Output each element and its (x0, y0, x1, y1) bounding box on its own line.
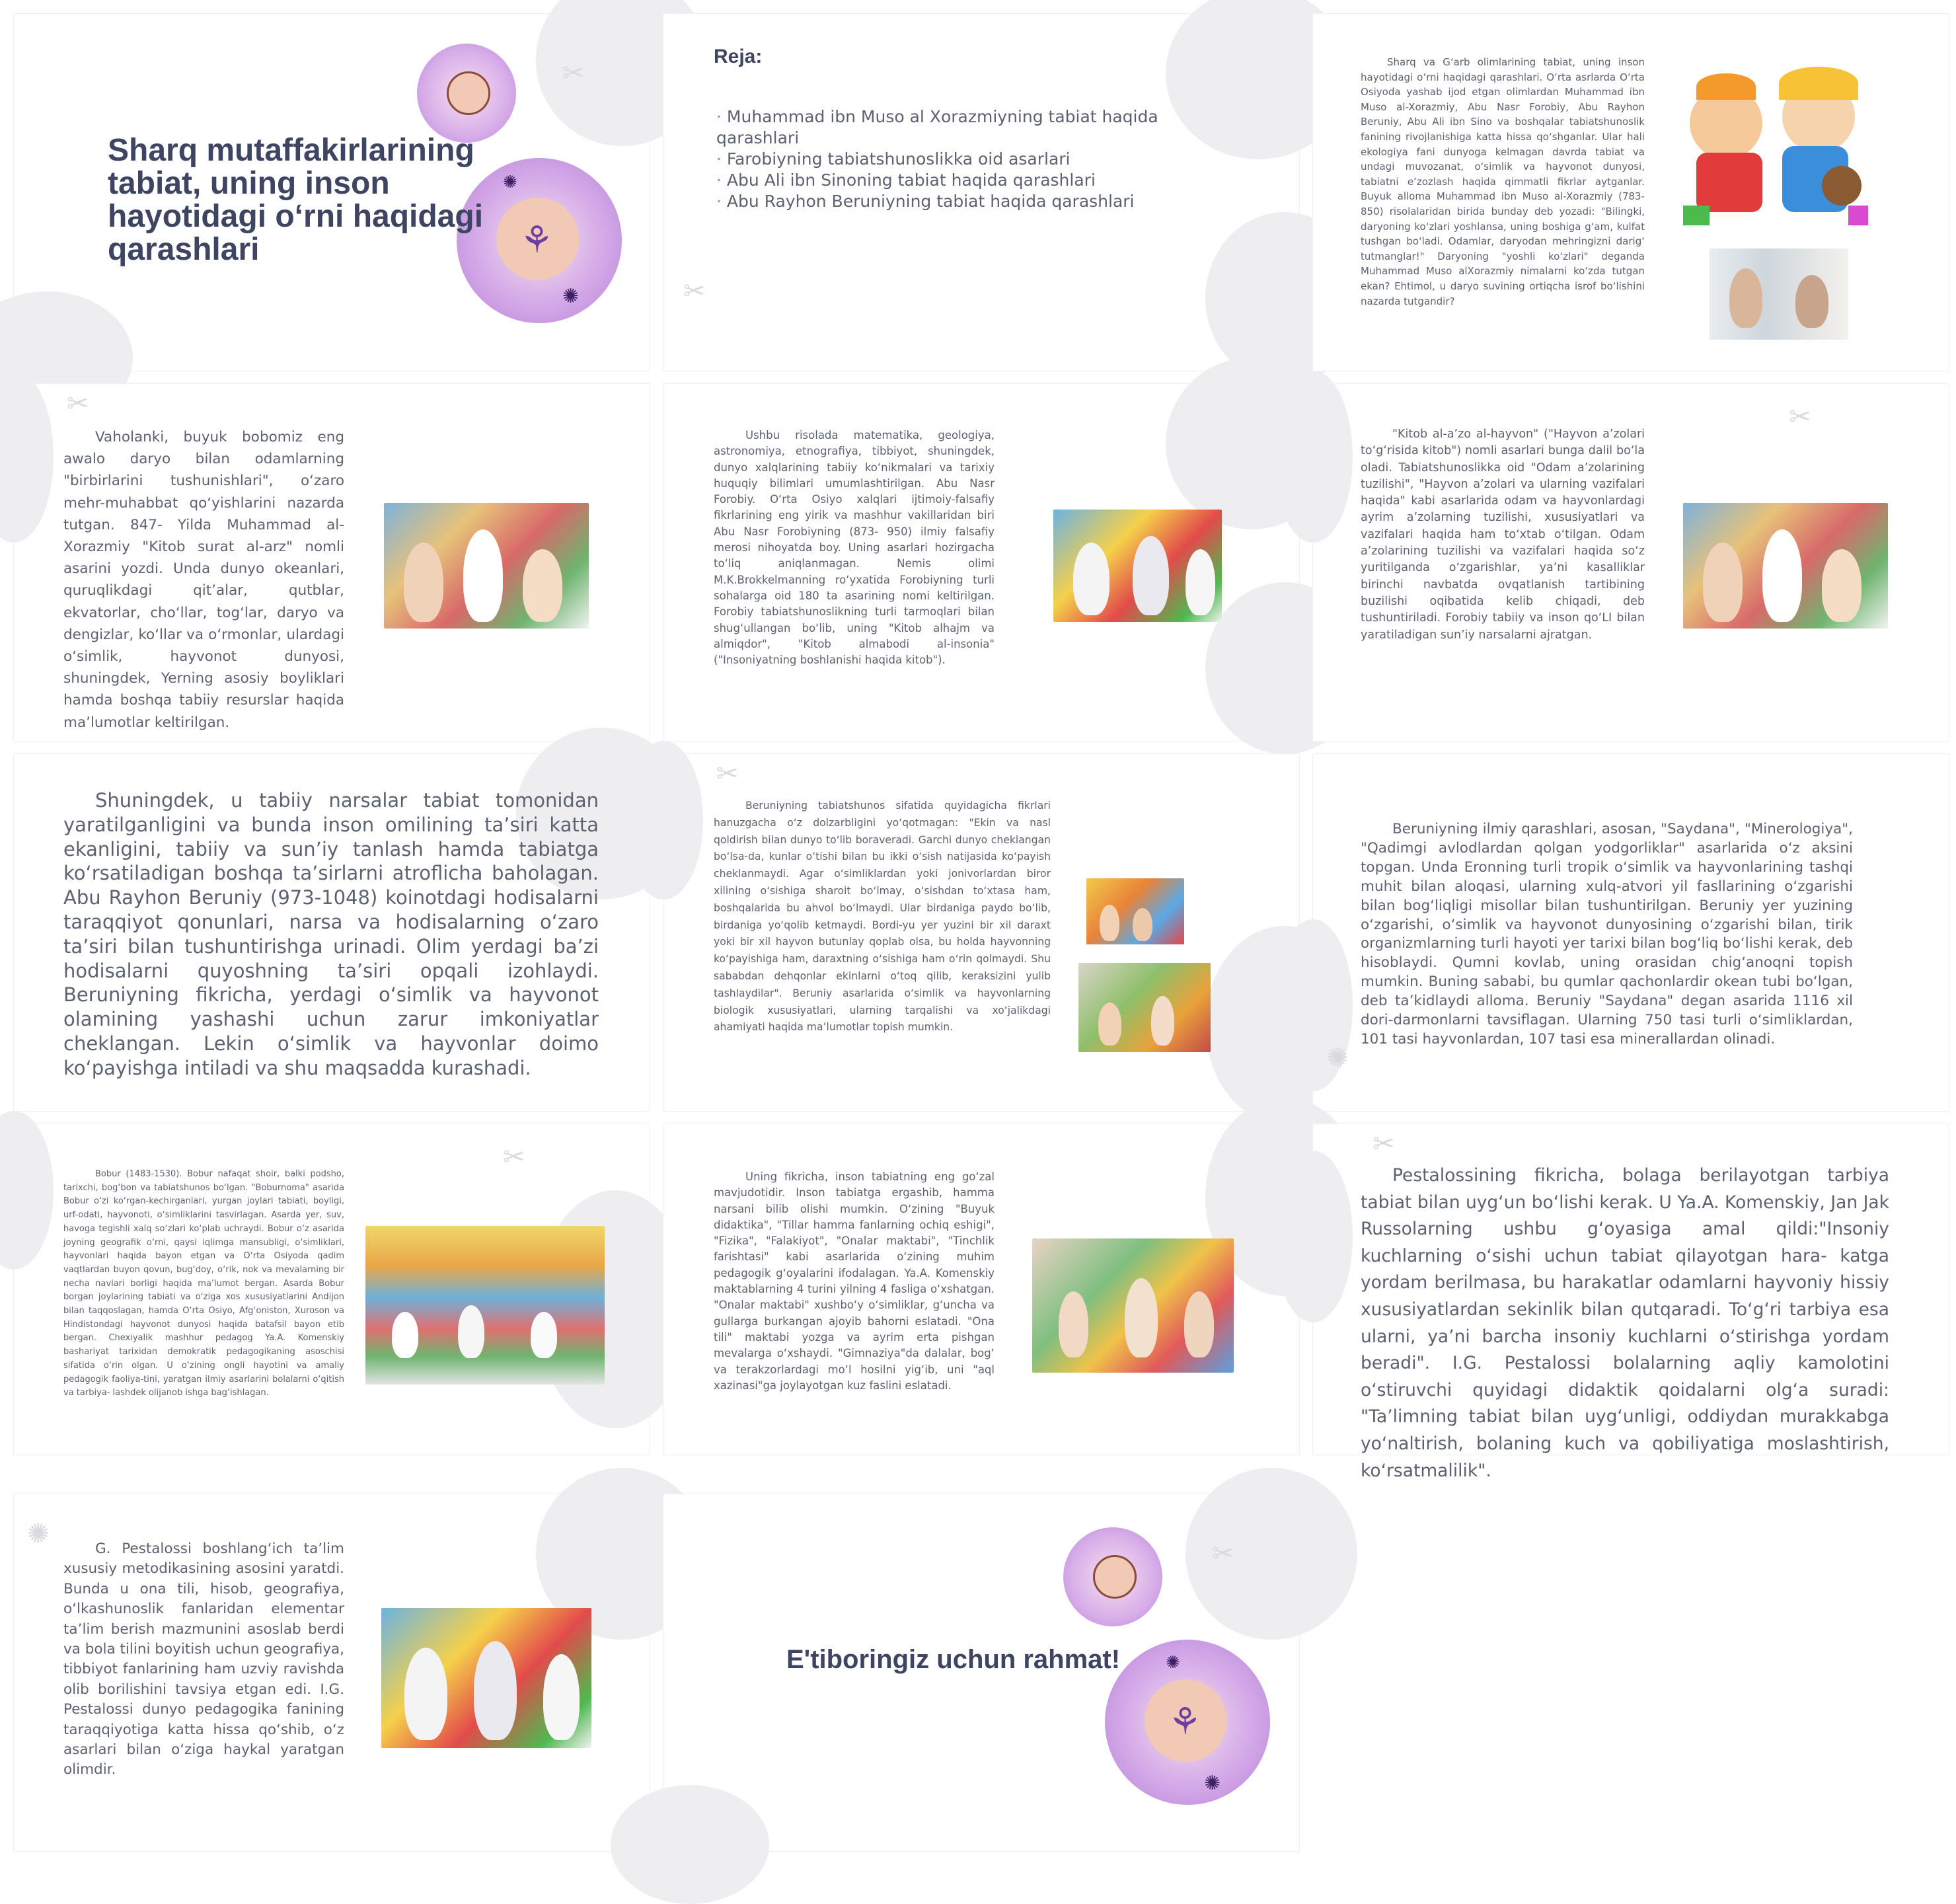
dna-decoration-icon: ✂ (1789, 402, 1811, 432)
dna-decoration-icon: ✂ (67, 389, 89, 419)
background-blob (1273, 371, 1353, 543)
cell-icon (1105, 1640, 1270, 1805)
slide-5 (663, 383, 1300, 742)
slide-text: Beruniyning ilmiy qarashlari, asosan, "Saydana", "Minerologiya", "Qadimgi avlodlardan qolgan yodgorliklar" asarlarida o‘z aksini topgan. Unda Eronning turli tropik o‘simlik va hayvonlarining tashqi muhit bilan aloqasi, ularning xulq-atvori yil fasllarining o‘zgarishi bilan bog‘liqligi misollar bilan tushuntirilgan. Beruniy yer yuzining o‘zgarishi, o‘simlik va hayvonot dunyosining o‘zgarishi bilan, tirik organizmlarning turli hayoti yer tarixi bilan bog‘liq bo‘lishi kerak, deb hisoblaydi. Qumni kovlab, uning orasidan chig‘anoqni topish mumkin. Buning sababi, bu qumlar qachonlardir okean tubi bo‘lgan, deb ta’kidlaydi alloma. Beruniy "Saydana" degan asarida 1116 xil dori-darmonlarni tavsiflagan. Ularning 750 tasi turli o‘simliklardan, 101 tasi hayvonlardan, 107 tasi esa minerallardan olinadi. (1361, 821, 1853, 1047)
background-blob (1273, 1151, 1353, 1322)
virus-icon: ✺ (1204, 1772, 1221, 1795)
slide-7 (13, 753, 650, 1112)
slide-8 (663, 753, 1300, 1112)
background-blob (0, 371, 54, 543)
thanks-title: E'tiboringiz uchun rahmat! (786, 1645, 1121, 1674)
plan-list (716, 106, 1245, 212)
virus-decoration-icon: ✺ (27, 1519, 50, 1549)
slide-text: Vaholanki, buyuk bobomiz eng awalo daryo bilan odamlarning "birbirlarini tushunishlari", o‘zaro mehr-muhabbat qo‘yishlarini nazarda tutgan. 847- Yilda Muhammad al-Xorazmiy "Kitob surat al-arz" nomli asarini yozdi. Unda dunyo okeanlari, quruqlikdagi qit’alar, qutblar, ekvatorlar, cho‘llar, tog‘lar, daryo va dengizlar, ko‘llar va o‘rmonlar, ulardagi o‘simlik, hayvonot dunyosi, shuningdek, Yerning asosiy boyliklari hamda boshqa tabiiy resurslar haqida ma’lumotlar keltirilgan. (63, 429, 344, 731)
classroom-photo (1053, 510, 1222, 622)
virus-icon: ✺ (503, 172, 517, 192)
chromosome-icon: ⚘ (1168, 1700, 1202, 1743)
title: Sharq mutaffakirlarining tabiat, uning inson hayotidagi o‘rni haqidagi qarashlari (108, 133, 484, 267)
cell-icon (417, 44, 516, 143)
cell-icon (1063, 1527, 1162, 1626)
virus-decoration-icon: ✺ (1326, 1043, 1349, 1073)
plan-item: · Muhammad ibn Muso al Xorazmiyning tabiat haqida qarashlari (716, 106, 1245, 149)
slide-text: Beruniyning tabiatshunos sifatida quyidagicha fikrlari hanuzgacha o‘z dolzarbligini yo‘qotmagan: "Ekin va nasl qoldirish bilan dunyo to‘lib boraveradi. Garchi dunyo cheklangan bo‘lsa-da, kunlar o‘tishi bilan bu ikki o‘sish natijasida ko‘payish cheklanmaydi. Agar o‘simliklardan yoki jonivorlardan biror xilining o‘sishiga sharoit bo‘lmay, o‘sishdan to‘xtasa ham, boshqalarida bu ahvol bo‘lmaydi. Ular birdaniga paydo bo‘lib, birdaniga yo‘qolib ketmaydi. Bordi-yu yer yuzini bir xil daraxt yoki bir xil hayvon butunlay qoplab olsa, bu holda hayvonning ko‘payishiga ham, daraxtning o‘sishiga ham o‘rin qolmaydi. Shu sababdan dehqonlar ekinlarni o‘toq qilib, keraksizini yulib tashlaydilar". Beruniy asarlarida o‘simlik va hayvonlarning biologik xususiyatlari, ularning tarqalishi va xo‘jalikdagi ahamiyati haqida ma’lumotlar topish mumkin. (714, 800, 1051, 1034)
slide-text: Bobur (1483-1530). Bobur nafaqat shoir, balki podsho, tarixchi, bog‘bon va tabiatshunos bo‘lgan. "Boburnoma" asarida Bobur o‘zi ko‘rgan-kechirganlari, yurgan joylari tabiati, boyligi, urf-odati, hayvonoti, o‘simliklarini tasvirlagan. Asarda yer, suv, havoga tegishli xalq so‘zlari ko‘plab uchraydi. Bobur o‘z asarida joyning geografik o‘rni, qaysi iqlimga mansubligi, o‘simliklari, hayvonlari haqida bayon etgan va O‘rta Osiyoda qadim vaqtlardan buyon qovun, bug‘doy, o‘rik, nok va mevalarning bir necha navlari borligi haqida ma’lumot bergan. Asarda Bobur borgan joylarining tabiati va o‘ziga xos xususiyatlarini Andijon bilan taqqoslagan, hamda O‘rta Osiyo, Afg‘oniston, Xuroson va Hindistondagi hayvonot dunyosi haqida batafsil bayon etib bergan. Chexiyalik mashhur pedagog Ya.A. Komenskiy bashariyat tarixidan demokratik pedagogikaning asoschisi sifatida o‘rin olgan. U o‘zining ongli hayotini va amaliy pedagogik faoliya-tini, yaratgan ilmiy asarlarini bolalarni o‘qitish va tarbiya- lashdek olijanob ishga bag‘ishlagan. (63, 1169, 344, 1398)
background-blob (624, 741, 703, 899)
slide-text: G. Pestalossi boshlang‘ich ta’lim xususiy metodikasining asosini yaratdi. Bunda u ona tili, hisob, geografiya, o‘lkashunoslik fanlaridan elementar ta’lim berish mazmunini asoslab berdi va bola tilini boyitish uchun geografiya, tibbiyot fanlarining ham uzviy ravishda olib borilishini tavsiya etgan edi. I.G. Pestalossi dunyo pedagogika fanining taraqqiyotiga katta hissa qo‘shib, o‘z asarlari bilan o‘ziga haykal yaratgan olimdir. (63, 1541, 344, 1778)
dna-decoration-icon: ✂ (562, 58, 585, 89)
classroom-photo (1086, 878, 1184, 944)
background-blob (1185, 1468, 1357, 1640)
plan-item: · Abu Ali ibn Sinoning tabiat haqida qarashlari (716, 170, 1245, 191)
chromosome-icon: ⚘ (520, 219, 554, 262)
slide-11 (663, 1123, 1300, 1455)
slide-text: Shuningdek, u tabiiy narsalar tabiat tomonidan yaratilganligini va bunda inson omilining ta’siri katta ekanligini, tabiiy va sun’iy tanlash hamda tabiatga ko‘rsatiladigan boshqa ta’sirlarni atroflicha baholagan. Abu Rayhon Beruniy (973-1048) koinotdagi hodisalarni taraqqiyot qonunlari, narsa va hodisalarning o‘zaro ta’siri bilan tushuntirishga urinadi. Olim yerdagi ba’zi hodisalarni quyoshning ta’siri opqali izohlaydi. Beruniyning fikricha, yerdagi o‘simlik va hayvonot olamining yashashi uchun zarur imkoniyatlar cheklangan. Lekin o‘simlik va hayvonlar doimo ko‘payishga intiladi va shu maqsadda kurashadi. (63, 789, 599, 1079)
classroom-photo (1078, 963, 1211, 1052)
slide-3 (1312, 13, 1949, 371)
virus-icon: ✺ (1166, 1653, 1180, 1673)
background-blob (0, 1111, 54, 1270)
slide-4 (13, 383, 650, 742)
dna-decoration-icon: ✂ (716, 759, 739, 789)
background-blob (611, 1785, 769, 1904)
slide-1 (13, 13, 650, 371)
classroom-photo (365, 1226, 605, 1385)
dna-decoration-icon: ✂ (1212, 1539, 1234, 1569)
slide-13 (13, 1494, 650, 1852)
nucleus (447, 71, 490, 115)
plan-heading: Reja: (714, 46, 763, 67)
classroom-photo (384, 503, 589, 628)
plan-item: · Abu Rayhon Beruniyning tabiat haqida qarashlari (716, 191, 1245, 212)
slide-2 (663, 13, 1300, 371)
children-illustration (1683, 54, 1875, 232)
plan-item: · Farobiyning tabiatshunoslikka oid asarlari (716, 149, 1245, 170)
slide-text: "Kitob al-a’zo al-hayvon" ("Hayvon a’zolari to‘g‘risida kitob") nomli asarlari bunga dalil bo‘la oladi. Tabiatshunoslikka oid "Odam a’zolarining tuzilishi", "Hayvon a’zolari va ularning vazifalari haqida" kabi asarlarida odam va hayvonlardagi ayrim a’zolarning tuzilishi, xususiyatlari va vazifalari haqida ham to‘xtab o‘tilgan. Odam a’zolarining tuzilishi va vazifalari haqida so‘z yuritilganda o‘zgarishlar, ya’ni kasalliklar birinchi navbatda ovqatlanish tartibining buzilishi oqibatida kelib chiqadi, deb tushuntiriladi. Forobiy tabiiy va inson qo‘LI bilan yaratiladigan sun’iy narsalarni ajratgan. (1361, 428, 1645, 642)
virus-icon: ✺ (562, 285, 580, 308)
slide-6 (1312, 383, 1949, 742)
dna-decoration-icon: ✂ (1373, 1129, 1395, 1159)
slide-text: Pestalossining fikricha, bolaga berilayotgan tarbiya tabiat bilan uyg‘un bo‘lishi kerak. U Ya.A. Komenskiy, Jan Jak Russolarning ushbu g‘oyasiga amal qildi:"Insoniy kuchlarning o‘sishi uchun tabiat qilayotgan hara- katga yordam berilmasa, bu harakatlar odamlarni hayvoniy hissiy xususiyatlardan sekinlik bilan qutqaradi. To‘g‘ri tarbiya esa ularni, ya’ni barcha insoniy kuchlarni o‘stirishga yordam beradi". I.G. Pestalossi bolalarning aqliy kamolotini o‘stiruvchi quyidagi didaktik qoidalarni olg‘a suradi: "Ta’limning tabiat bilan uyg‘unligi, oddiydan murakkabga yo‘naltirish, bolaning kuch va qobiliyatiga moslashtirish, ko‘rsatmalilik". (1361, 1165, 1889, 1481)
slide-9 (1312, 753, 1949, 1112)
classroom-photo (1710, 248, 1848, 340)
nucleus (1093, 1555, 1137, 1599)
slide-10 (13, 1123, 650, 1455)
classroom-photo (381, 1608, 591, 1748)
slide-text: Ushbu risolada matematika, geologiya, astronomiya, etnografiya, tibbiyot, shuningdek, dunyo xalqlarining tabiiy ko‘nikmalari va tarixiy huquqiy bilimlari umumlashtirilgan. Abu Nasr Forobiy. O‘rta Osiyo xalqlari ijtimoiy-falsafiy fikrlarining eng yirik va mashhur vakillaridan biri Abu Nasr Forobiyning (873- 950) ilmiy falsafiy merosi nihoyatda boy. Uning asarlari hozirgacha to‘liq aniqlanmagan. Nemis olimi M.K.Brokkelmanning ro‘yxatida Forobiyning turli sohalarga oid 180 ta asarining nomi keltirilgan. Forobiy tabiatshunoslikning turli tarmoqlari bilan shug‘ullangan bo‘lib, uning "Kitob alhajm va almiqdor", "Kitob almabodi al-insonia" ("Insoniyatning boshlanishi haqida kitob"). (714, 429, 995, 667)
classroom-photo (1032, 1238, 1234, 1373)
slide-text: Uning fikricha, inson tabiatning eng go‘zal mavjudotidir. Inson tabiatga ergashib, hamma narsani bilib olishi mumkin. O‘zining "Buyuk didaktika", "Tillar hamma fanlarning ochiq eshigi", "Fizika", "Falakiyot", "Onalar maktabi", "Tinchlik farishtasi" kabi asarlarida o‘zining muhim pedagogik g‘oyalarini ifodalagan. Ya.A. Komenskiy maktablarning 4 turini yilning 4 fasliga o‘xshatgan. "Onalar maktabi" xushbo‘y o‘simliklar, g‘uncha va gullarga burkangan ajoyib bahorni eslatadi. "Ona tili" maktabi yozga va ayrim erta pishgan mevalarga o‘xshaydi. "Gimnaziya"da dalalar, bog‘ va terakzorlardagi mo‘l hosilni yig‘ib, uni "aql xazinasi"ga joylayotgan kuz faslini eslatadi. (714, 1170, 995, 1392)
dna-decoration-icon: ✂ (503, 1142, 525, 1172)
dna-decoration-icon: ✂ (683, 276, 706, 307)
slide-12 (1312, 1123, 1949, 1481)
slide-text: Sharq va G‘arb olimlarining tabiat, uning inson hayotidagi o‘rni haqidagi qarashlari. O‘rta asrlarda O‘rta Osiyoda yashab ijod etgan olimlardan Muhammad ibn Muso al-Xorazmiy, Abu Nasr Forobiy, Abu Rayhon Beruniy, Abu Ali ibn Sino va boshqalar tabiatshunoslik fanining rivojlanishiga katta hissa qo‘shganlar. Ular hali ekologiya fani dunyoga kelmagan davrda tabiat va undagi muvozanat, o‘simlik va hayvonot dunyosi, tabiatni e’zozlash haqida qimmatli fikrlar aytganlar. Buyuk alloma Muhammad ibn Muso al-Xorazmiy (783-850) risolalaridan birida bunday deb yozadi: "Bilingki, daryoning ko‘zlari yoshlansa, uning boshiga g‘am, kulfat tushgan bo‘ladi. Odamlar, daryodan mehringizni darig‘ tutmanglar!" Daryoning "yoshli ko‘zlari" deganda Muhammad Muso alXorazmiy nimalarni ko‘zda tutgan ekan? Ehtimol, u daryo suvining ortiqcha isrof bo‘lishini nazarda tutgandir? (1361, 56, 1645, 307)
slide-14 (663, 1494, 1300, 1852)
classroom-photo (1683, 503, 1888, 628)
